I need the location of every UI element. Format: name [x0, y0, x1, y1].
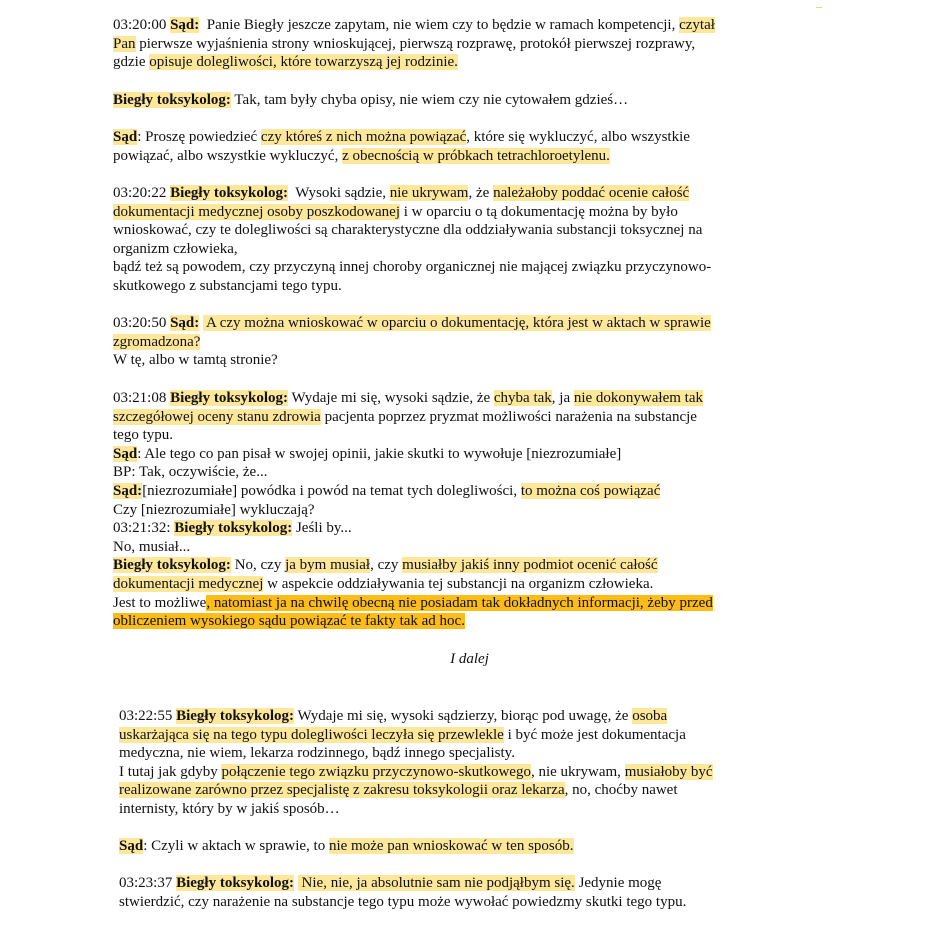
court-question-block	[113, 128, 690, 165]
timestamp: 03:20:50	[113, 315, 167, 331]
highlighted-text: dokumentacji medycznej	[113, 575, 264, 592]
highlighted-text: nie dokonywałem tak	[573, 390, 703, 406]
highlighted-text: osoba	[632, 708, 668, 724]
highlighted-text: opisuje dolegliwości, które towarzyszą jej rodzinie.	[149, 54, 458, 71]
text-line	[113, 333, 711, 352]
speaker-label: Sąd:	[170, 17, 200, 33]
court-question-block	[119, 837, 574, 856]
text-line	[113, 184, 711, 203]
timestamp: 03:21:32:	[113, 520, 175, 537]
text-line	[113, 445, 713, 464]
text-line: skutkowego z substancjami tego typu.	[113, 277, 342, 294]
text-line: tego typu.	[113, 427, 173, 444]
speaker-label: Sąd	[113, 445, 138, 462]
text-run: , ja	[551, 390, 574, 406]
text-line: Czy [niezrozumiałe] wykluczają?	[113, 501, 315, 518]
timestamp: 03:20:22	[113, 185, 167, 201]
text-run: powiązać, albo wszystkie wykluczyć,	[113, 147, 343, 164]
decorative-mark	[816, 7, 822, 8]
text-run: pacjenta poprzez pryzmat możliwości narażenia na substancje	[320, 408, 697, 425]
highlighted-text: należałoby poddać ocenie całość	[493, 185, 690, 201]
text-run: , że	[468, 185, 494, 201]
text-line	[113, 389, 713, 408]
highlighted-text: musiałoby być	[624, 763, 713, 780]
text-line	[113, 594, 713, 613]
text-run: Wydaje mi się, wysoki sądzierzy, biorąc pod uwagę, że	[294, 708, 633, 724]
text-run: , czy	[370, 557, 403, 574]
court-question-block	[113, 16, 715, 72]
highlighted-text: czytał	[679, 17, 715, 33]
speaker-label: Sąd:	[113, 482, 143, 499]
expert-answer-block	[113, 91, 628, 110]
text-line	[119, 837, 574, 856]
highlighted-text: chyba tak	[493, 390, 552, 406]
text-line: stwierdzić, czy narażenie na substancje tego typu może wywołać powiedzmy skutki tego typu.	[119, 893, 687, 910]
text-run: :	[143, 838, 148, 854]
highlighted-text: nie może pan wnioskować w ten sposób.	[328, 838, 574, 854]
text-line	[119, 874, 686, 893]
text-run: :	[137, 129, 142, 145]
text-line	[113, 482, 713, 501]
highlighted-text: uskarżająca się na tego typu dolegliwości leczyła się przewlekle	[119, 726, 504, 743]
text-run: Tak, tam były chyba opisy, nie wiem czy nie cytowałem gdzieś…	[230, 92, 629, 108]
text-run: Proszę powiedzieć	[141, 129, 261, 145]
highlighted-text: z obecnością w próbkach tetrachloroetylenu.	[342, 147, 610, 164]
text-run: No, czy	[230, 557, 286, 574]
text-run: , nie ukrywam,	[530, 763, 625, 780]
text-line	[113, 128, 690, 147]
highlighted-text: nie ukrywam	[389, 185, 469, 201]
text-line	[113, 519, 713, 538]
text-line	[119, 763, 713, 782]
highlighted-text: Nie, nie, ja absolutnie sam nie podjąłbym się.	[297, 875, 575, 891]
text-line	[113, 612, 713, 631]
text-run: Panie Biegły jeszcze zapytam, nie wiem czy to będzie w ramach kompetencji,	[199, 17, 680, 33]
text-line: W tę, albo w tamtą stronie?	[113, 352, 278, 369]
text-line: internisty, który by w jakiś sposób…	[119, 800, 340, 817]
highlighted-text: ja bym musiał	[285, 557, 371, 574]
text-line	[119, 726, 713, 745]
text-line	[119, 707, 713, 726]
text-line	[113, 556, 713, 575]
text-line: BP: Tak, oczywiście, że...	[113, 464, 268, 481]
highlighted-text: dokumentacji medycznej osoby poszkodowanej	[113, 203, 401, 220]
highlighted-text: szczegółowej oceny stanu zdrowia	[113, 408, 321, 425]
text-line	[119, 781, 713, 800]
highlighted-text: czy któreś z nich można powiązać	[260, 129, 467, 145]
text-run: w aspekcie oddziaływania tej substancji na organizm człowieka.	[263, 575, 654, 592]
timestamp: 03:21:08	[113, 390, 167, 406]
speaker-label: Sąd	[113, 129, 138, 145]
highlighted-text: musiałby jakiś inny podmiot ocenić całość	[402, 557, 658, 574]
text-run: gdzie	[113, 54, 150, 71]
text-line	[113, 203, 711, 222]
exchange-block	[113, 389, 713, 631]
text-line	[113, 35, 715, 54]
text-line: bądź też są powodem, czy przyczyną innej choroby organicznej nie mającej związku przyczynowo-	[113, 259, 712, 276]
strong-highlighted-text: , natomiast ja na chwilę obecną nie posiadam tak dokładnych informacji, żeby przed	[206, 594, 713, 611]
court-question-block	[113, 314, 711, 370]
text-run: i w oparciu o tą dokumentację można by było	[400, 203, 678, 220]
text-run: [niezrozumiałe] powódka i powód na temat tych dolegliwości,	[142, 482, 521, 499]
speaker-label: Biegły toksykolog:	[170, 390, 289, 406]
text-run: Jest to możliwe	[113, 594, 207, 611]
highlighted-text: zgromadzona?	[113, 333, 201, 350]
text-line	[113, 53, 715, 72]
speaker-label: Biegły toksykolog:	[113, 557, 231, 574]
speaker-label: Biegły toksykolog:	[170, 185, 289, 201]
speaker-label: Biegły toksykolog:	[113, 92, 231, 108]
timestamp: 03:23:37	[119, 875, 173, 891]
text-run: Jeśli by...	[292, 520, 352, 537]
text-run: i być może jest dokumentacja	[503, 726, 686, 743]
text-run: pierwsze wyjaśnienia strony wnioskującej, pierwszą rozprawę, protokół pierwszej rozprawy,	[135, 35, 696, 52]
highlighted-text: Pan	[113, 35, 136, 52]
text-line: No, musiał...	[113, 538, 191, 555]
speaker-label: Biegły toksykolog:	[176, 708, 295, 724]
highlighted-text: A czy można wnioskować w oparciu o dokumentację, która jest w aktach w sprawie	[203, 315, 711, 331]
text-run: Ale tego co pan pisał w swojej opinii, jakie skutki to wywołuje [niezrozumiałe]	[141, 445, 622, 462]
text-run: Czyli w aktach w sprawie, to	[147, 838, 329, 854]
text-run: , no, choćby nawet	[564, 782, 678, 799]
text-line	[113, 91, 628, 110]
expert-answer-block	[119, 707, 713, 819]
text-line: organizm człowieka,	[113, 240, 238, 257]
text-line	[113, 408, 713, 427]
timestamp: 03:22:55	[119, 708, 173, 724]
text-line	[113, 575, 713, 594]
highlighted-text: połączenie tego związku przyczynowo-skutkowego	[221, 763, 531, 780]
speaker-label: Biegły toksykolog:	[174, 520, 293, 537]
speaker-label: Sąd:	[170, 315, 200, 331]
text-run: I tutaj jak gdyby	[119, 763, 222, 780]
speaker-label: Biegły toksykolog:	[176, 875, 295, 891]
highlighted-text: realizowane zarówno przez specjalistę z zakresu toksykologii oraz lekarza	[119, 782, 565, 799]
text-run: :	[137, 445, 142, 462]
expert-answer-block	[113, 184, 711, 296]
text-run: Jedynie mogę	[574, 875, 662, 891]
text-line	[113, 16, 715, 35]
text-run: Wydaje mi się, wysoki sądzie, że	[288, 390, 494, 406]
speaker-label: Sąd	[119, 838, 144, 854]
text-run: , które się wykluczyć, albo wszystkie	[466, 129, 690, 145]
strong-highlighted-text: obliczeniem wysokiego sądu powiązać te fakty tak ad hoc.	[113, 613, 465, 630]
text-line	[113, 147, 690, 166]
highlighted-text: to można coś powiązać	[520, 482, 661, 499]
expert-answer-block	[119, 874, 686, 911]
timestamp: 03:20:00	[113, 17, 167, 33]
text-line: medyczna, nie wiem, lekarza rodzinnego, bądź innego specjalisty.	[119, 745, 515, 762]
text-run: Wysoki sądzie,	[288, 185, 390, 201]
text-line: wnioskować, czy te dolegliwości są charakterystyczne dla oddziaływania substancji toksycznej na	[113, 222, 703, 239]
text-line	[113, 314, 711, 333]
section-separator: I dalej	[450, 651, 489, 667]
